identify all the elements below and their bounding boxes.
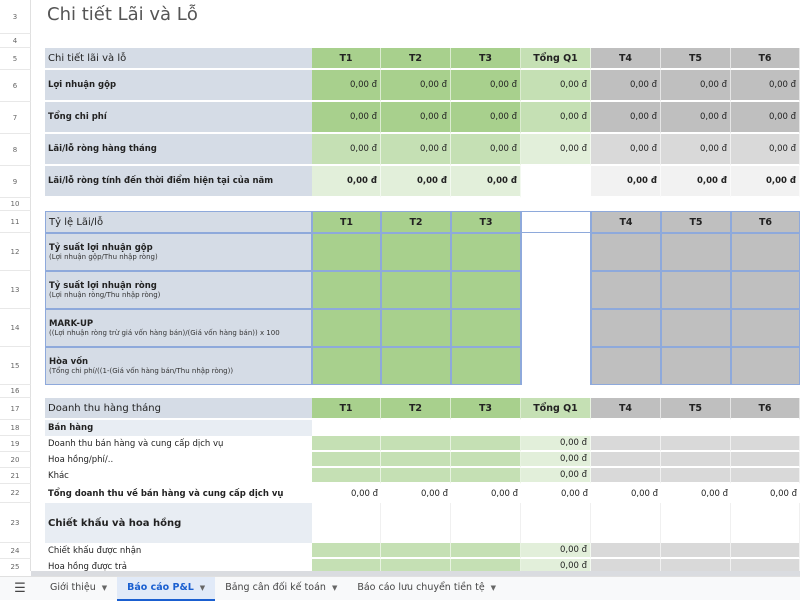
column-header[interactable]: Tổng Q1 bbox=[521, 48, 591, 70]
page-title: Chi tiết Lãi và Lỗ bbox=[47, 4, 198, 25]
row-header[interactable]: 10 bbox=[0, 198, 31, 211]
input-cell[interactable]: 0,00 đ bbox=[521, 468, 591, 484]
value-cell[interactable] bbox=[591, 233, 661, 271]
value-cell[interactable] bbox=[312, 309, 381, 347]
value-cell[interactable] bbox=[591, 503, 661, 543]
row-header[interactable]: 13 bbox=[0, 271, 31, 309]
row-header[interactable]: 4 bbox=[0, 34, 31, 48]
ratio-formula: (Tổng chi phí/((1-(Giá vốn hàng bán/Thu nhập ròng)) bbox=[49, 367, 234, 375]
value-cell[interactable]: 0,00 đ bbox=[591, 134, 661, 166]
row-label[interactable]: Hoa hồng/phí/.. bbox=[45, 452, 312, 468]
row-header[interactable]: 16 bbox=[0, 385, 31, 398]
value-cell[interactable] bbox=[312, 420, 381, 436]
value-cell[interactable]: 0,00 đ bbox=[521, 484, 591, 503]
value-cell[interactable] bbox=[731, 233, 800, 271]
column-header[interactable]: T4 bbox=[591, 211, 661, 233]
value-cell[interactable]: 0,00 đ bbox=[661, 70, 731, 102]
value-cell[interactable] bbox=[731, 309, 800, 347]
input-cell[interactable] bbox=[312, 543, 381, 559]
input-cell[interactable] bbox=[381, 468, 451, 484]
value-cell[interactable]: 0,00 đ bbox=[731, 166, 800, 198]
input-cell[interactable] bbox=[591, 468, 661, 484]
column-header[interactable]: T1 bbox=[312, 211, 381, 233]
value-cell[interactable]: 0,00 đ bbox=[591, 166, 661, 198]
value-cell[interactable]: 0,00 đ bbox=[731, 134, 800, 166]
value-cell[interactable] bbox=[661, 420, 731, 436]
value-cell[interactable] bbox=[591, 271, 661, 309]
input-cell[interactable] bbox=[661, 559, 731, 571]
column-header[interactable]: T6 bbox=[731, 211, 800, 233]
value-cell[interactable] bbox=[661, 233, 731, 271]
value-cell[interactable] bbox=[661, 309, 731, 347]
row-header[interactable]: 14 bbox=[0, 309, 31, 347]
value-cell[interactable] bbox=[731, 503, 800, 543]
input-cell[interactable] bbox=[731, 468, 800, 484]
chevron-down-icon[interactable]: ▼ bbox=[490, 583, 497, 592]
input-cell[interactable]: 0,00 đ bbox=[521, 436, 591, 452]
section-header[interactable]: Doanh thu hàng tháng bbox=[45, 398, 312, 420]
value-cell[interactable]: 0,00 đ bbox=[661, 166, 731, 198]
row-label[interactable]: Lãi/lỗ ròng hàng tháng bbox=[45, 134, 312, 166]
tab-bang-can-doi[interactable] bbox=[215, 577, 347, 601]
value-cell[interactable] bbox=[381, 347, 451, 385]
column-header[interactable]: T6 bbox=[731, 48, 800, 70]
value-cell[interactable]: 0,00 đ bbox=[451, 102, 521, 134]
input-cell[interactable] bbox=[381, 452, 451, 468]
value-cell[interactable]: 0,00 đ bbox=[661, 102, 731, 134]
tab-gioi-thieu[interactable] bbox=[40, 577, 117, 601]
row-header[interactable]: 6 bbox=[0, 70, 31, 102]
value-cell[interactable]: 0,00 đ bbox=[312, 166, 381, 198]
tab-label: Báo cáo P&L bbox=[127, 582, 194, 593]
column-header[interactable]: T1 bbox=[312, 48, 381, 70]
value-cell[interactable] bbox=[381, 271, 451, 309]
value-cell[interactable] bbox=[521, 271, 591, 309]
value-cell[interactable] bbox=[312, 503, 381, 543]
row-header[interactable]: 3 bbox=[0, 0, 31, 34]
input-cell[interactable] bbox=[451, 543, 521, 559]
row-header[interactable]: 8 bbox=[0, 134, 31, 166]
row-header[interactable]: 7 bbox=[0, 102, 31, 134]
value-cell[interactable]: 0,00 đ bbox=[521, 134, 591, 166]
input-cell[interactable] bbox=[661, 436, 731, 452]
ratio-row-label[interactable] bbox=[45, 233, 312, 271]
sheet-tabs-bar bbox=[0, 576, 800, 600]
input-cell[interactable] bbox=[591, 452, 661, 468]
value-cell[interactable]: 0,00 đ bbox=[731, 70, 800, 102]
input-cell[interactable] bbox=[661, 452, 731, 468]
value-cell[interactable]: 0,00 đ bbox=[451, 70, 521, 102]
row-header[interactable]: 17 bbox=[0, 398, 31, 420]
column-header[interactable]: T5 bbox=[661, 48, 731, 70]
value-cell[interactable] bbox=[451, 309, 521, 347]
value-cell[interactable] bbox=[661, 271, 731, 309]
tab-label: Giới thiệu bbox=[50, 582, 96, 593]
column-header[interactable] bbox=[521, 211, 591, 233]
column-header[interactable]: T2 bbox=[381, 211, 451, 233]
column-header[interactable]: T5 bbox=[661, 398, 731, 420]
column-header[interactable]: T3 bbox=[451, 398, 521, 420]
value-cell[interactable] bbox=[521, 420, 591, 436]
input-cell[interactable] bbox=[381, 559, 451, 571]
input-cell[interactable]: 0,00 đ bbox=[521, 543, 591, 559]
chevron-down-icon[interactable]: ▼ bbox=[199, 583, 206, 592]
all-sheets-menu-icon[interactable]: ☰ bbox=[14, 581, 26, 596]
row-label[interactable]: Doanh thu bán hàng và cung cấp dịch vụ bbox=[45, 436, 312, 452]
value-cell[interactable] bbox=[521, 503, 591, 543]
value-cell[interactable] bbox=[661, 347, 731, 385]
tab-bao-cao-pl[interactable] bbox=[117, 577, 215, 601]
ratio-row-label[interactable] bbox=[45, 271, 312, 309]
input-cell[interactable] bbox=[591, 436, 661, 452]
value-cell[interactable]: 0,00 đ bbox=[381, 134, 451, 166]
ratio-formula: ((Lợi nhuận ròng trừ giá vốn hàng bán)/(Giá vốn hàng bán)) x 100 bbox=[49, 329, 280, 337]
value-cell[interactable] bbox=[591, 347, 661, 385]
input-cell[interactable] bbox=[661, 543, 731, 559]
value-cell[interactable] bbox=[451, 233, 521, 271]
value-cell[interactable]: 0,00 đ bbox=[521, 70, 591, 102]
input-cell[interactable] bbox=[731, 559, 800, 571]
value-cell[interactable]: 0,00 đ bbox=[451, 484, 521, 503]
value-cell[interactable]: 0,00 đ bbox=[661, 484, 731, 503]
row-header[interactable]: 18 bbox=[0, 420, 31, 436]
tab-label: Bảng cân đối kế toán bbox=[225, 582, 326, 593]
input-cell[interactable] bbox=[312, 436, 381, 452]
value-cell[interactable]: 0,00 đ bbox=[731, 484, 800, 503]
input-cell[interactable]: 0,00 đ bbox=[521, 559, 591, 571]
row-header[interactable]: 22 bbox=[0, 484, 31, 503]
column-header[interactable]: T5 bbox=[661, 211, 731, 233]
value-cell[interactable] bbox=[521, 347, 591, 385]
input-cell[interactable] bbox=[451, 468, 521, 484]
value-cell[interactable] bbox=[312, 347, 381, 385]
input-cell[interactable] bbox=[591, 543, 661, 559]
input-cell[interactable] bbox=[731, 543, 800, 559]
value-cell[interactable]: 0,00 đ bbox=[591, 70, 661, 102]
value-cell[interactable] bbox=[731, 420, 800, 436]
row-label[interactable]: Chiết khấu được nhận bbox=[45, 543, 312, 559]
row-header[interactable]: 12 bbox=[0, 233, 31, 271]
value-cell[interactable] bbox=[312, 233, 381, 271]
value-cell[interactable] bbox=[521, 166, 591, 198]
value-cell[interactable]: 0,00 đ bbox=[381, 102, 451, 134]
value-cell[interactable]: 0,00 đ bbox=[312, 102, 381, 134]
ratio-row-label[interactable] bbox=[45, 347, 312, 385]
value-cell[interactable]: 0,00 đ bbox=[521, 102, 591, 134]
column-header[interactable]: Tổng Q1 bbox=[521, 398, 591, 420]
tab-label: Báo cáo lưu chuyển tiền tệ bbox=[357, 582, 485, 593]
input-cell[interactable] bbox=[731, 452, 800, 468]
row-header[interactable]: 20 bbox=[0, 452, 31, 468]
value-cell[interactable] bbox=[731, 347, 800, 385]
value-cell[interactable] bbox=[451, 420, 521, 436]
column-header[interactable]: T6 bbox=[731, 398, 800, 420]
input-cell[interactable] bbox=[451, 452, 521, 468]
ratio-name: Tỷ suất lợi nhuận ròng bbox=[49, 281, 157, 291]
value-cell[interactable] bbox=[381, 503, 451, 543]
column-header[interactable]: T3 bbox=[451, 211, 521, 233]
input-cell[interactable] bbox=[381, 543, 451, 559]
ratio-formula: (Lợi nhuận gộp/Thu nhập ròng) bbox=[49, 253, 158, 261]
value-cell[interactable]: 0,00 đ bbox=[451, 166, 521, 198]
input-cell[interactable] bbox=[312, 452, 381, 468]
input-cell[interactable] bbox=[451, 559, 521, 571]
input-cell[interactable] bbox=[591, 559, 661, 571]
value-cell[interactable]: 0,00 đ bbox=[451, 134, 521, 166]
value-cell[interactable]: 0,00 đ bbox=[591, 484, 661, 503]
value-cell[interactable] bbox=[661, 503, 731, 543]
row-label[interactable]: Khác bbox=[45, 468, 312, 484]
value-cell[interactable] bbox=[381, 233, 451, 271]
value-cell[interactable] bbox=[591, 309, 661, 347]
input-cell[interactable] bbox=[312, 559, 381, 571]
chevron-down-icon[interactable]: ▼ bbox=[101, 583, 108, 592]
subsection-header[interactable]: Chiết khấu và hoa hồng bbox=[45, 503, 312, 543]
column-header[interactable]: T4 bbox=[591, 48, 661, 70]
value-cell[interactable]: 0,00 đ bbox=[312, 134, 381, 166]
value-cell[interactable] bbox=[381, 309, 451, 347]
value-cell[interactable]: 0,00 đ bbox=[381, 484, 451, 503]
ratio-row-label[interactable] bbox=[45, 309, 312, 347]
value-cell[interactable]: 0,00 đ bbox=[381, 70, 451, 102]
row-header[interactable]: 5 bbox=[0, 48, 31, 70]
row-label[interactable]: Lãi/lỗ ròng tính đến thời điểm hiện tại của năm bbox=[45, 166, 312, 198]
section-header[interactable]: Tỷ lệ Lãi/lỗ bbox=[45, 211, 312, 233]
row-label[interactable]: Hoa hồng được trả bbox=[45, 559, 312, 571]
input-cell[interactable]: 0,00 đ bbox=[521, 452, 591, 468]
value-cell[interactable] bbox=[451, 503, 521, 543]
ratio-formula: (Lợi nhuận ròng/Thu nhập ròng) bbox=[49, 291, 161, 299]
input-cell[interactable] bbox=[312, 468, 381, 484]
value-cell[interactable] bbox=[731, 271, 800, 309]
row-header[interactable]: 19 bbox=[0, 436, 31, 452]
column-header[interactable]: T3 bbox=[451, 48, 521, 70]
value-cell[interactable] bbox=[381, 420, 451, 436]
input-cell[interactable] bbox=[381, 436, 451, 452]
chevron-down-icon[interactable]: ▼ bbox=[331, 583, 338, 592]
row-header[interactable]: 11 bbox=[0, 211, 31, 233]
value-cell[interactable]: 0,00 đ bbox=[591, 102, 661, 134]
input-cell[interactable] bbox=[451, 436, 521, 452]
column-header[interactable]: T4 bbox=[591, 398, 661, 420]
ratio-name: Hòa vốn bbox=[49, 357, 89, 367]
row-header[interactable]: 23 bbox=[0, 503, 31, 543]
row-header[interactable]: 15 bbox=[0, 347, 31, 385]
column-header[interactable]: T2 bbox=[381, 48, 451, 70]
row-label[interactable]: Tổng chi phí bbox=[45, 102, 312, 134]
column-header[interactable]: T2 bbox=[381, 398, 451, 420]
row-label[interactable]: Tổng doanh thu về bán hàng và cung cấp dịch vụ bbox=[45, 484, 312, 503]
ratio-name: Tỷ suất lợi nhuận gộp bbox=[49, 243, 153, 253]
row-label[interactable]: Lợi nhuận gộp bbox=[45, 70, 312, 102]
input-cell[interactable] bbox=[731, 436, 800, 452]
row-header[interactable]: 24 bbox=[0, 543, 31, 559]
value-cell[interactable]: 0,00 đ bbox=[731, 102, 800, 134]
row-header[interactable]: 25 bbox=[0, 559, 31, 571]
value-cell[interactable] bbox=[451, 271, 521, 309]
value-cell[interactable]: 0,00 đ bbox=[312, 484, 381, 503]
value-cell[interactable] bbox=[521, 233, 591, 271]
input-cell[interactable] bbox=[661, 468, 731, 484]
row-header[interactable]: 9 bbox=[0, 166, 31, 198]
subsection-header[interactable]: Bán hàng bbox=[45, 420, 312, 436]
value-cell[interactable] bbox=[451, 347, 521, 385]
ratio-name: MARK-UP bbox=[49, 319, 94, 329]
value-cell[interactable] bbox=[521, 309, 591, 347]
value-cell[interactable]: 0,00 đ bbox=[312, 70, 381, 102]
column-header[interactable]: T1 bbox=[312, 398, 381, 420]
value-cell[interactable]: 0,00 đ bbox=[661, 134, 731, 166]
value-cell[interactable] bbox=[591, 420, 661, 436]
value-cell[interactable]: 0,00 đ bbox=[381, 166, 451, 198]
value-cell[interactable] bbox=[312, 271, 381, 309]
row-header[interactable]: 21 bbox=[0, 468, 31, 484]
section-header[interactable]: Chi tiết lãi và lỗ bbox=[45, 48, 312, 70]
tab-luu-chuyen-tien-te[interactable] bbox=[347, 577, 506, 601]
